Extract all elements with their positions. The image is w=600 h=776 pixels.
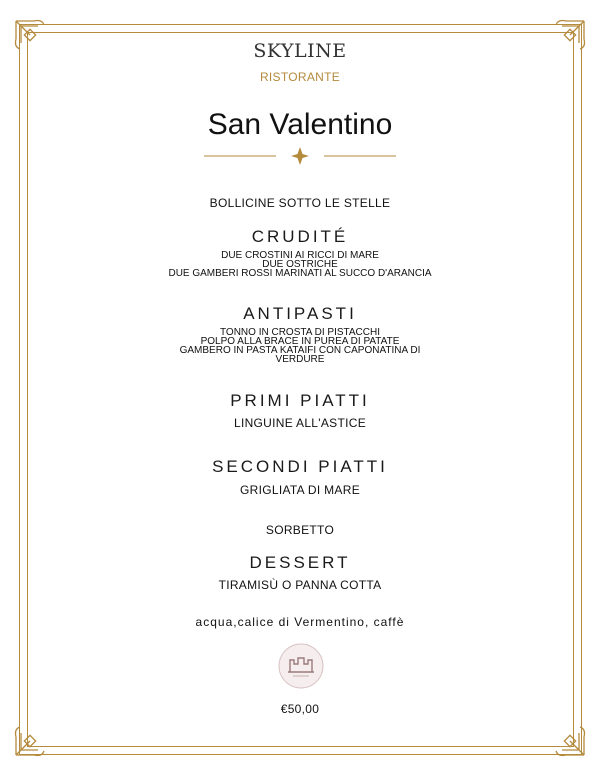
corner-ornament-icon xyxy=(12,713,58,759)
section-heading-dessert: DESSERT xyxy=(249,553,351,572)
star-divider-icon xyxy=(200,146,400,166)
menu-item: LINGUINE ALL'ASTICE xyxy=(233,416,367,430)
section-heading-crudite: CRUDITÉ xyxy=(251,227,349,246)
menu-title: San Valentino xyxy=(207,108,393,141)
drinks-line: acqua,calice di Vermentino, caffè xyxy=(195,615,405,629)
menu-item: TONNO IN CROSTA DI PISTACCHI xyxy=(219,327,380,338)
menu-item: VERDURE xyxy=(275,354,325,365)
menu-item: POLPO ALLA BRACE IN PUREA DI PATATE xyxy=(200,336,400,347)
menu-item: DUE GAMBERI ROSSI MARINATI AL SUCCO D'ARANCIA xyxy=(168,268,432,279)
corner-ornament-icon xyxy=(542,713,588,759)
menu-item-sorbetto: SORBETTO xyxy=(265,523,335,537)
section-heading-antipasti: ANTIPASTI xyxy=(243,304,357,323)
menu-item: TIRAMISÙ O PANNA COTTA xyxy=(218,578,382,592)
section-heading-primi: PRIMI PIATTI xyxy=(230,391,370,410)
menu-item: GAMBERO IN PASTA KATAIFI CON CAPONATINA DI xyxy=(179,345,421,356)
section-heading-secondi: SECONDI PIATTI xyxy=(212,457,388,476)
restaurant-subtitle: RISTORANTE xyxy=(259,70,341,84)
menu-item: GRIGLIATA DI MARE xyxy=(239,483,360,497)
restaurant-name: SKYLINE xyxy=(253,40,347,62)
menu-intro: BOLLICINE SOTTO LE STELLE xyxy=(209,196,391,210)
menu-price: €50,00 xyxy=(280,702,320,716)
menu-item: DUE OSTRICHE xyxy=(262,259,338,270)
skyline-logo-icon xyxy=(277,642,325,690)
menu-item: DUE CROSTINI AI RICCI DI MARE xyxy=(221,250,379,261)
